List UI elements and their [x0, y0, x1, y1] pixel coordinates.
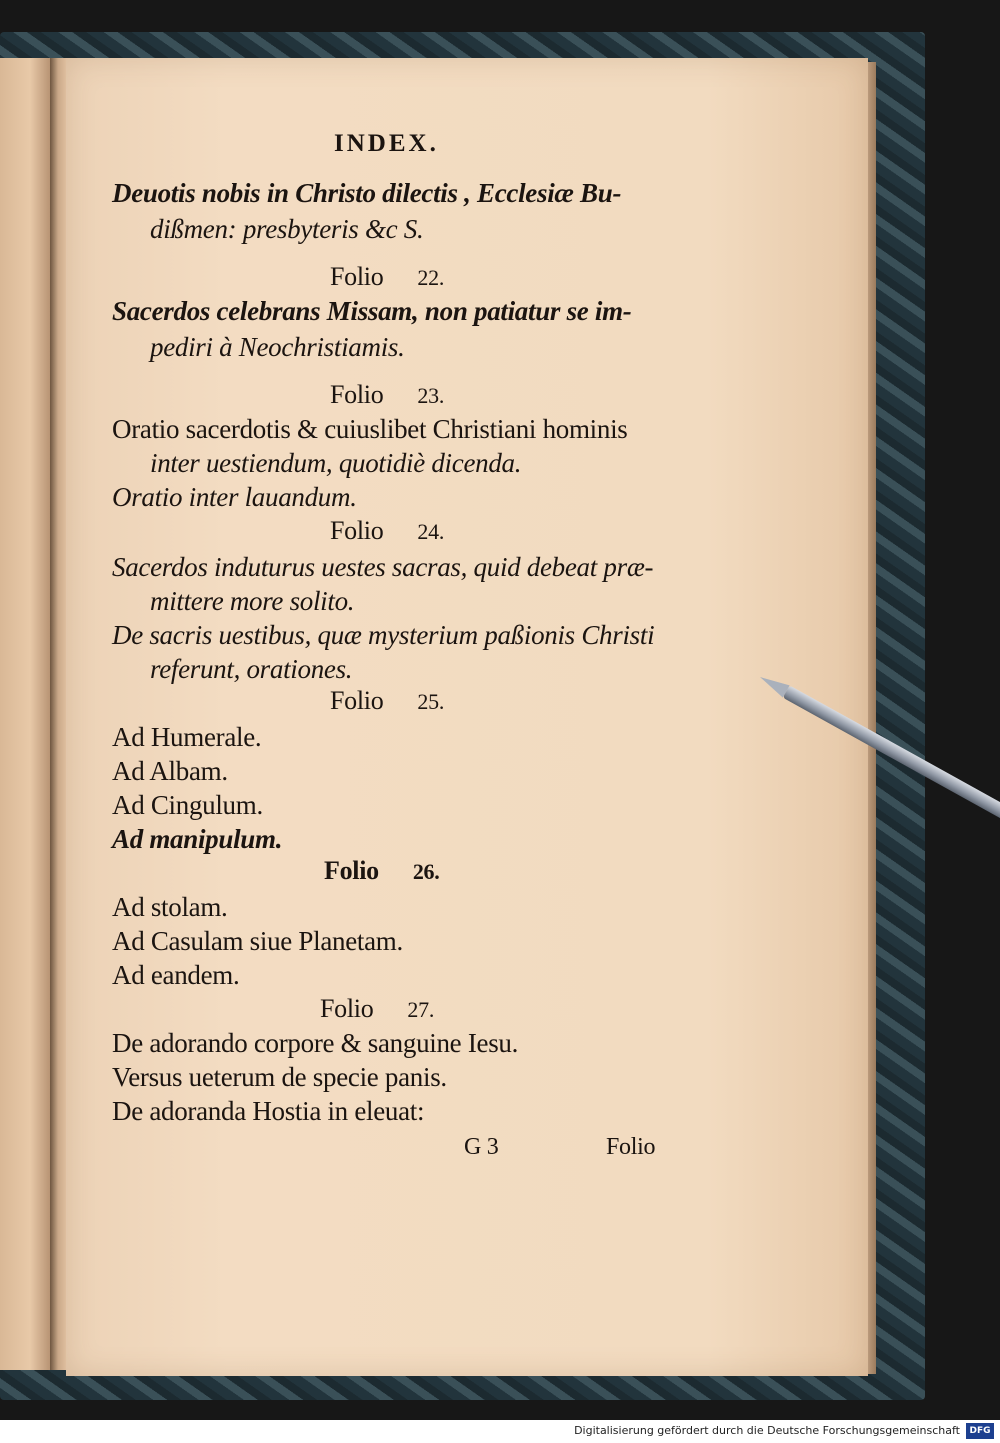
folio-label: Folio: [330, 516, 384, 545]
index-page: [66, 58, 868, 1376]
folio-line: [330, 262, 444, 292]
folio-line: [330, 686, 444, 716]
folio-number: 22.: [417, 265, 445, 290]
signature-mark: G 3: [464, 1134, 499, 1160]
index-entry: Ad Cingulum.: [112, 790, 263, 820]
folio-number: 27.: [407, 997, 435, 1022]
index-entry: Oratio inter lauandum.: [112, 482, 357, 512]
index-entry: Ad stolam.: [112, 892, 228, 922]
footer-credit: Digitalisierung gefördert durch die Deutsche Forschungsgemeinschaft: [574, 1424, 960, 1437]
folio-number: 23.: [417, 383, 445, 408]
folio-line: [324, 856, 439, 886]
index-entry: Ad Humerale.: [112, 722, 262, 752]
folio-number: 26.: [412, 859, 440, 884]
index-entry: De adorando corpore & sanguine Iesu.: [112, 1028, 519, 1058]
index-entry: Ad Albam.: [112, 756, 228, 786]
index-entry: Sacerdos celebrans Missam, non patiatur se im-: [112, 296, 632, 326]
folio-label: Folio: [320, 994, 374, 1023]
index-entry: Ad eandem.: [112, 960, 240, 990]
folio-label: Folio: [324, 856, 379, 885]
footer-bar: [0, 1420, 1000, 1443]
left-page-edge: [0, 58, 52, 1370]
catchword: Folio: [606, 1134, 656, 1160]
folio-label: Folio: [330, 380, 384, 409]
index-entry: mittere more solito.: [150, 586, 355, 616]
index-entry: referunt, orationes.: [150, 654, 353, 684]
index-entry: pediri à Neochristiamis.: [150, 332, 405, 362]
index-entry: inter uestiendum, quotidiè dicenda.: [150, 448, 522, 478]
index-entry: Oratio sacerdotis & cuiuslibet Christiani hominis: [112, 414, 628, 444]
folio-label: Folio: [330, 262, 384, 291]
folio-label: Folio: [330, 686, 384, 715]
index-entry: Ad Casulam siue Planetam.: [112, 926, 403, 956]
folio-line: [320, 994, 434, 1024]
folio-line: [330, 516, 444, 546]
folio-line: [330, 380, 444, 410]
index-entry: Sacerdos induturus uestes sacras, quid debeat præ-: [112, 552, 654, 582]
folio-number: 24.: [417, 519, 445, 544]
page-heading: INDEX.: [334, 130, 439, 157]
index-entry: Deuotis nobis in Christo dilectis , Ecclesiæ Bu-: [112, 178, 622, 208]
index-entry: Ad manipulum.: [112, 824, 283, 854]
index-entry: dißmen: presbyteris &c S.: [150, 214, 424, 244]
dfg-logo-icon: DFG: [966, 1423, 994, 1439]
index-entry: Versus ueterum de specie panis.: [112, 1062, 447, 1092]
index-entry: De adoranda Hostia in eleuat:: [112, 1096, 425, 1126]
folio-number: 25.: [417, 689, 445, 714]
index-entry: De sacris uestibus, quæ mysterium paßionis Christi: [112, 620, 655, 650]
